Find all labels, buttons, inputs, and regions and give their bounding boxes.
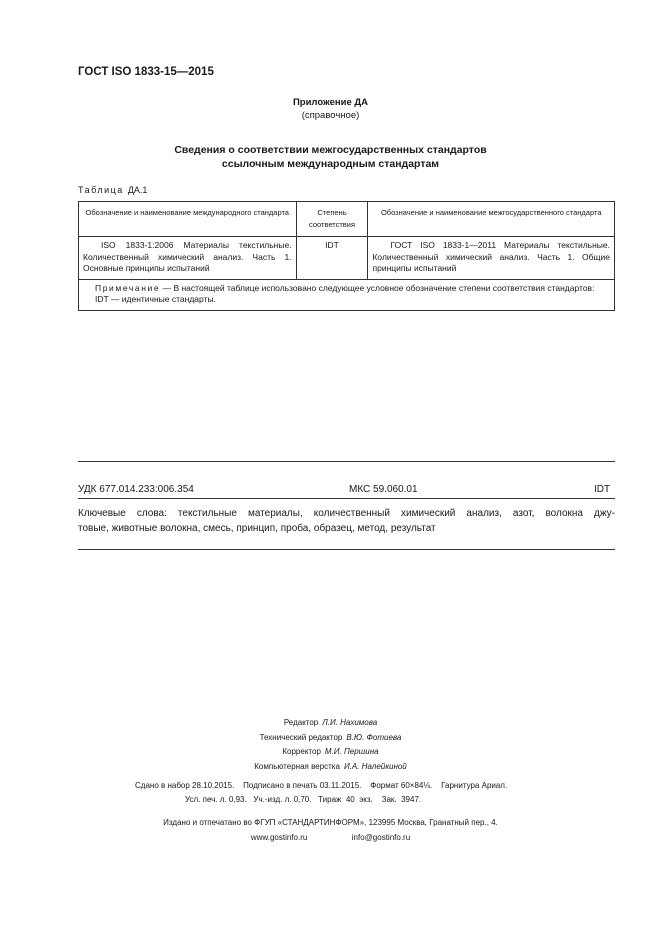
publisher-email: info@gostinfo.ru [351, 832, 411, 842]
keywords-line-1: Ключевые слова: текстильные материалы, количественный химический анализ, азот, волокна джу- [78, 508, 615, 519]
keywords [78, 506, 615, 536]
note-item: IDT — идентичные стандарты. [95, 294, 216, 304]
print-info [135, 779, 615, 807]
print-info-line-1: Сдано в набор 28.10.2015. Подписано в печать 03.11.2015. Формат 60×84⅛. Гарнитура Ариал. [135, 781, 508, 790]
document-code: ГОСТ ISO 1833-15—2015 [78, 66, 214, 78]
publisher-info [0, 816, 661, 845]
divider-middle [78, 498, 615, 499]
publisher-website: www.gostinfo.ru [250, 832, 308, 842]
compliance-table [78, 201, 615, 311]
section-title-line-2: ссылочным международным стандартам [221, 158, 440, 170]
credit-role: Редактор [283, 718, 319, 727]
credit-name: Л.И. Нахимова [322, 718, 378, 727]
table-caption [78, 185, 147, 195]
publisher-contacts [0, 831, 661, 846]
credit-technical-editor [0, 731, 661, 746]
divider-top [78, 461, 615, 462]
section-title-line-1: Сведения о соответствии межгосударственных стандартов [174, 144, 487, 156]
header-international-standard: Обозначение и наименование международного стандарта [79, 202, 297, 237]
table-caption-word: Таблица [78, 185, 124, 195]
table-note-row [79, 279, 615, 310]
divider-bottom [78, 549, 615, 550]
table-row [79, 237, 615, 280]
credit-name: И.А. Налейкиной [343, 761, 407, 771]
table-caption-number: ДА.1 [127, 185, 148, 195]
table-note [79, 279, 615, 310]
keywords-line-2: товые, животные волокна, смесь, принцип, проба, образец, метод, результат [78, 523, 436, 534]
credit-role: Компьютерная верстка [254, 761, 340, 771]
cell-international-standard: ISO 1833-1:2006 Материалы текстильные. Количественный химический анализ. Часть 1. Основные принципы испытаний [79, 237, 297, 280]
credit-name: В.Ю. Фотиева [346, 732, 402, 742]
note-label: Примечание [95, 282, 161, 293]
cell-compliance-degree: IDT [296, 237, 368, 280]
section-title [0, 143, 661, 171]
udk-code: УДК 677.014.233:006.354 [78, 484, 194, 495]
credits [0, 716, 661, 774]
annex-subtitle: (справочное) [301, 110, 360, 121]
compliance-degree: IDT [594, 484, 611, 495]
credit-role: Корректор [282, 747, 321, 756]
cell-interstate-standard: ГОСТ ISO 1833-1—2011 Материалы текстильные. Количественный химический анализ. Часть 1. Общие принципы испытаний [368, 237, 615, 280]
note-text: — В настоящей таблице использовано следующее условное обозначение степени соответствия стандартов: [162, 282, 595, 293]
credit-role: Технический редактор [259, 732, 343, 742]
publisher-line: Издано и отпечатано во ФГУП «СТАНДАРТИНФОРМ», 123995 Москва, Гранатный пер., 4. [163, 818, 498, 827]
annex-title: Приложение ДА [292, 97, 369, 108]
header-interstate-standard: Обозначение и наименование межгосударственного стандарта [368, 202, 615, 237]
credit-proofreader [0, 745, 661, 760]
mks-code: МКС 59.060.01 [349, 484, 418, 495]
credit-editor [0, 716, 661, 731]
credit-name: М.И. Першина [324, 747, 379, 756]
header-compliance-degree: Степень соответствия [296, 202, 368, 237]
credit-layout [0, 760, 661, 775]
table-header-row [79, 202, 615, 237]
print-info-line-2: Усл. печ. л. 0,93. Уч.-изд. л. 0,70. Тираж 40 экз. Зак. 3947. [185, 795, 422, 804]
